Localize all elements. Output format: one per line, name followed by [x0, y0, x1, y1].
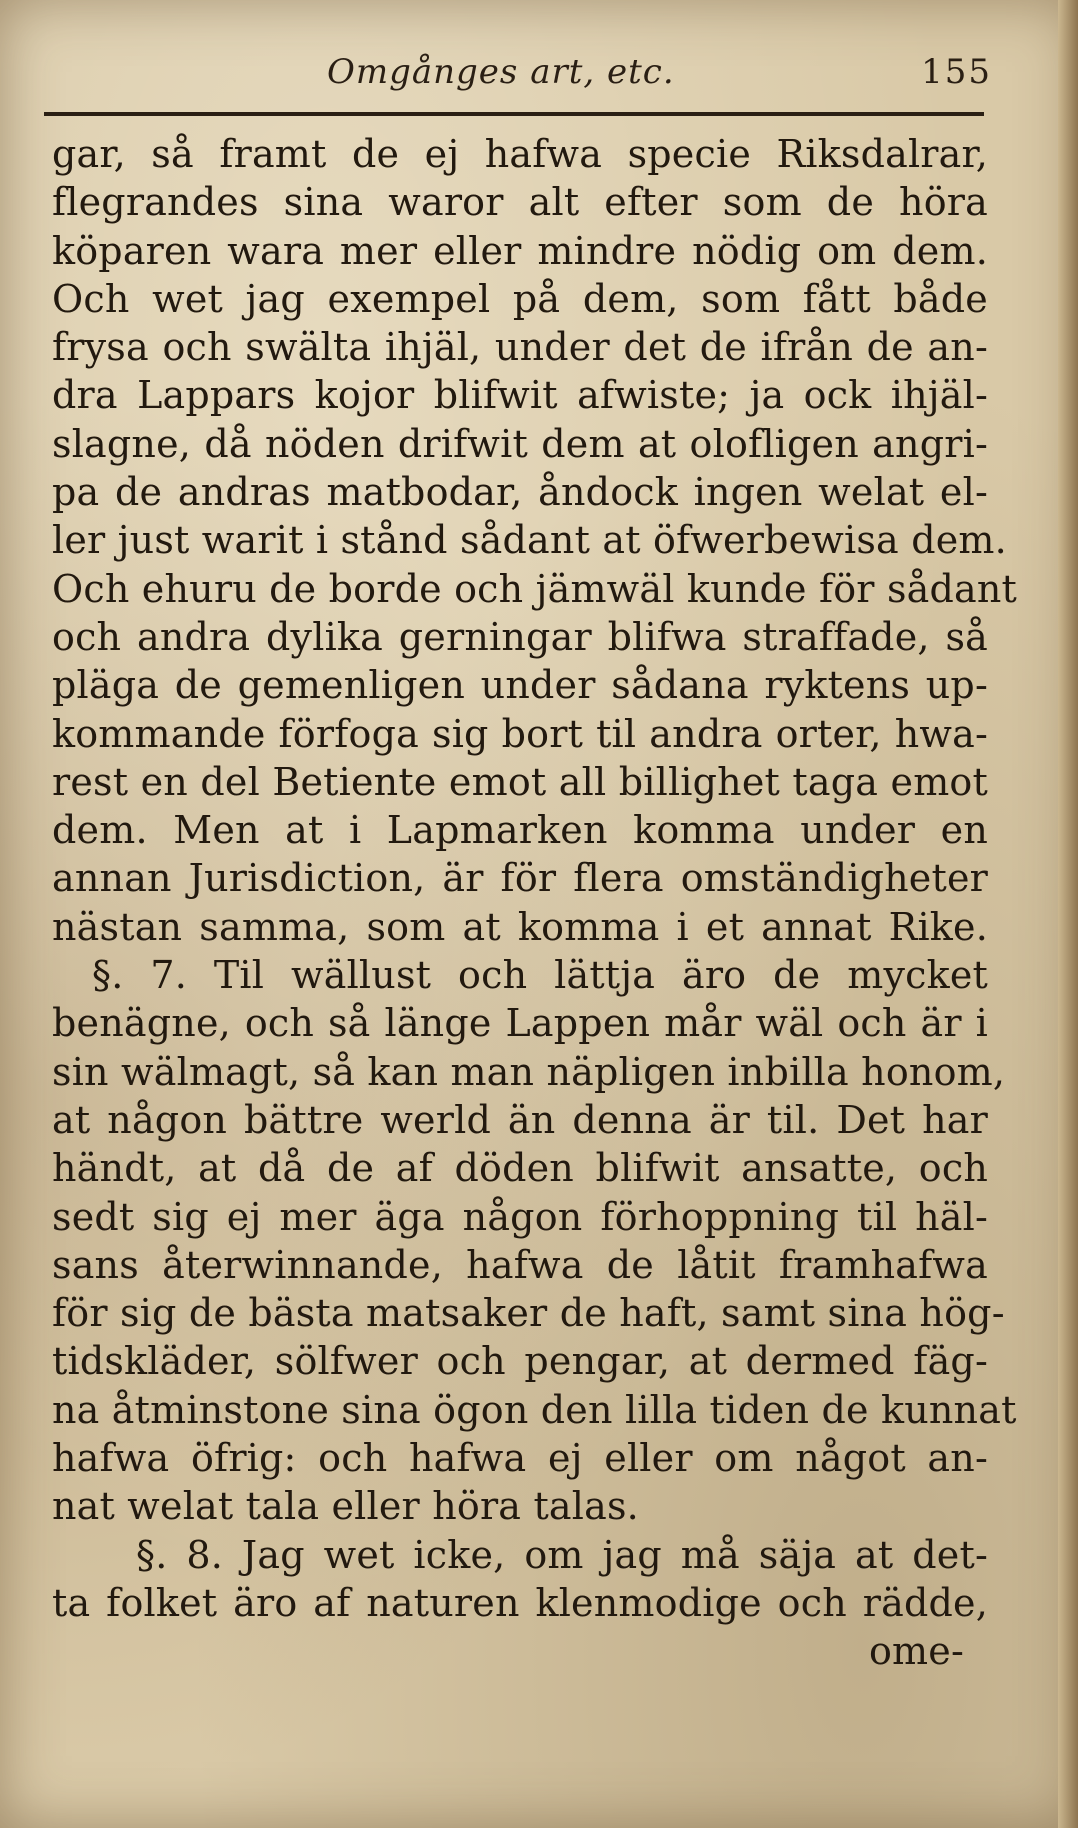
text-line: pläga de gemenligen under sådana ryktens up-	[52, 663, 988, 708]
text-line: kommande förfoga sig bort til andra orter, hwa-	[52, 711, 988, 756]
text-line: nat welat tala eller höra talas.	[52, 1484, 639, 1529]
text-line: köparen wara mer eller mindre nödig om dem.	[52, 228, 988, 273]
text-line: benägne, och så länge Lappen mår wäl och är i	[52, 1001, 988, 1046]
text-line: dra Lappars kojor blifwit afwiste; ja ock ihjäl-	[52, 373, 988, 418]
text-line: för sig de bästa matsaker de haft, samt sina hög-	[52, 1291, 1005, 1336]
text-line: hafwa öfrig: och hafwa ej eller om något an-	[52, 1436, 988, 1481]
text-line: dem. Men at i Lapmarken komma under en	[52, 808, 988, 853]
text-line: tidskläder, sölfwer och pengar, at dermed fäg-	[52, 1339, 988, 1384]
page-number: 155	[921, 52, 992, 92]
text-line: och andra dylika gerningar blifwa straffade, så	[52, 614, 988, 659]
text-line: sin wälmagt, så kan man näpligen inbilla honom,	[52, 1049, 1006, 1094]
text-line: na åtminstone sina ögon den lilla tiden de kunnat	[52, 1387, 1017, 1432]
text-line: annan Jurisdiction, är för flera omständigheter	[52, 856, 988, 901]
text-line: händt, at då de af döden blifwit ansatte, och	[52, 1146, 988, 1191]
catchword: ome-	[868, 1629, 964, 1674]
text-line: rest en del Betiente emot all billighet taga emot	[52, 759, 988, 804]
header-rule	[44, 112, 984, 116]
text-line: gar, så framt de ej hafwa specie Riksdalrar,	[52, 132, 988, 176]
running-head-title: Omgånges art, etc.	[327, 52, 675, 92]
text-line: ta folket äro af naturen klenmodige och rädde,	[52, 1580, 988, 1625]
text-line: flegrandes sina waror alt efter som de höra	[52, 180, 988, 225]
running-head	[52, 52, 992, 112]
text-line: at någon bättre werld än denna är til. Det har	[52, 1097, 988, 1142]
paragraph-7-start: §. 7. Til wällust och lättja äro de mycket	[92, 953, 988, 998]
text-line: slagne, då nöden drifwit dem at olofligen angri-	[52, 421, 988, 466]
page-edge	[1058, 0, 1078, 1828]
text-line: ler just warit i stånd sådant at öfwerbewisa dem.	[52, 518, 1007, 563]
text-line: pa de andras matbodar, åndock ingen welat el-	[52, 470, 988, 515]
text-line: frysa och swälta ihjäl, under det de ifrån de an-	[52, 325, 988, 370]
text-line: Och wet jag exempel på dem, som fått både	[52, 276, 988, 321]
text-line: Och ehuru de borde och jämwäl kunde för sådant	[52, 566, 1018, 611]
body-text	[52, 130, 1018, 1676]
paragraph-8-start: §. 8. Jag wet icke, om jag må säja at det-	[136, 1532, 988, 1577]
text-line: sans återwinnande, hafwa de låtit framhafwa	[52, 1242, 988, 1287]
text-line: sedt sig ej mer äga någon förhoppning til häl-	[52, 1194, 988, 1239]
text-line: nästan samma, som at komma i et annat Rike.	[52, 904, 988, 949]
